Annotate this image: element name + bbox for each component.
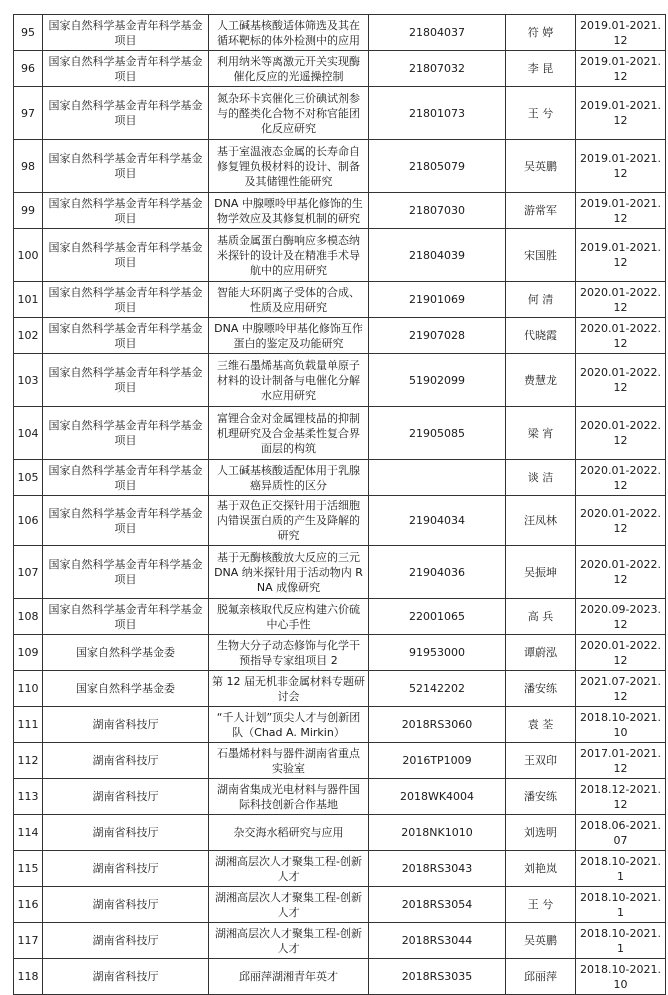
row-number: 112 [14, 743, 43, 779]
row-number: 114 [14, 815, 43, 851]
project-title: 基于无酶核酸放大反应的三元 DNA 纳米探针用于活动物内 RNA 成像研究 [209, 546, 369, 599]
grant-id: 21807032 [369, 51, 506, 87]
grant-id: 21805079 [369, 140, 506, 193]
project-title: DNA 中腺嘌呤甲基化修饰互作蛋白的鉴定及功能研究 [209, 318, 369, 354]
table-row [14, 318, 666, 354]
principal-investigator: 汪凤林 [506, 496, 576, 546]
table-row [14, 887, 666, 923]
project-period: 2020.01-2022.12 [576, 407, 666, 460]
principal-investigator: 李 昆 [506, 51, 576, 87]
grant-table-container [13, 14, 666, 995]
row-number: 118 [14, 959, 43, 995]
project-period: 2018.12-2021.12 [576, 779, 666, 815]
table-row [14, 15, 666, 51]
grant-id: 2018RS3044 [369, 923, 506, 959]
table-row [14, 229, 666, 282]
row-number: 106 [14, 496, 43, 546]
row-number: 113 [14, 779, 43, 815]
funding-source: 湖南省科技厅 [43, 887, 209, 923]
principal-investigator: 王 兮 [506, 87, 576, 140]
grant-id: 2018RS3035 [369, 959, 506, 995]
project-period: 2019.01-2021.12 [576, 229, 666, 282]
project-title: 基于室温液态金属的长寿命自修复锂负极材料的设计、制备及其储锂性能研究 [209, 140, 369, 193]
grant-id: 21801073 [369, 87, 506, 140]
principal-investigator: 代晓霞 [506, 318, 576, 354]
funding-source: 湖南省科技厅 [43, 743, 209, 779]
row-number: 95 [14, 15, 43, 51]
funding-source: 国家自然科学基金青年科学基金项目 [43, 599, 209, 635]
principal-investigator: 王双印 [506, 743, 576, 779]
funding-source: 湖南省科技厅 [43, 923, 209, 959]
table-row [14, 51, 666, 87]
principal-investigator: 邱丽萍 [506, 959, 576, 995]
grant-id: 21904036 [369, 546, 506, 599]
principal-investigator: 王 兮 [506, 887, 576, 923]
project-period: 2018.10-2021.1 [576, 887, 666, 923]
funding-source: 国家自然科学基金青年科学基金项目 [43, 318, 209, 354]
project-title: 脱氟亲核取代反应构建六价硫中心手性 [209, 599, 369, 635]
table-row [14, 546, 666, 599]
table-row [14, 193, 666, 229]
funding-source: 国家自然科学基金青年科学基金项目 [43, 229, 209, 282]
funding-source: 湖南省科技厅 [43, 851, 209, 887]
principal-investigator: 吴英鹏 [506, 140, 576, 193]
project-period: 2020.01-2022.12 [576, 460, 666, 496]
grant-id: 2018RS3043 [369, 851, 506, 887]
project-title: 基质金属蛋白酶响应多模态纳米探针的设计及在精准手术导航中的应用研究 [209, 229, 369, 282]
table-row [14, 923, 666, 959]
principal-investigator: 梁 宵 [506, 407, 576, 460]
table-row [14, 496, 666, 546]
project-title: 邱丽萍湖湘青年英才 [209, 959, 369, 995]
table-row [14, 87, 666, 140]
grant-id: 21804037 [369, 15, 506, 51]
project-period: 2020.01-2022.12 [576, 635, 666, 671]
funding-source: 国家自然科学基金青年科学基金项目 [43, 282, 209, 318]
principal-investigator: 袁 荃 [506, 707, 576, 743]
row-number: 105 [14, 460, 43, 496]
project-title: 基于双色正交探针用于活细胞内错误蛋白质的产生及降解的研究 [209, 496, 369, 546]
row-number: 108 [14, 599, 43, 635]
funding-source: 国家自然科学基金青年科学基金项目 [43, 546, 209, 599]
grant-id: 2016TP1009 [369, 743, 506, 779]
principal-investigator: 吴英鹏 [506, 923, 576, 959]
principal-investigator: 吴振坤 [506, 546, 576, 599]
project-period: 2019.01-2021.12 [576, 87, 666, 140]
project-period: 2020.01-2022.12 [576, 282, 666, 318]
row-number: 103 [14, 354, 43, 407]
table-row [14, 671, 666, 707]
principal-investigator: 宋国胜 [506, 229, 576, 282]
row-number: 104 [14, 407, 43, 460]
row-number: 111 [14, 707, 43, 743]
grant-id: 21901069 [369, 282, 506, 318]
grant-id: 91953000 [369, 635, 506, 671]
grant-id: 2018RS3060 [369, 707, 506, 743]
project-period: 2018.10-2021.1 [576, 923, 666, 959]
row-number: 117 [14, 923, 43, 959]
project-title: 利用纳米等离激元开关实现酶催化反应的光遥操控制 [209, 51, 369, 87]
project-period: 2018.10-2021.10 [576, 959, 666, 995]
row-number: 100 [14, 229, 43, 282]
project-title: 石墨烯材料与器件湖南省重点实验室 [209, 743, 369, 779]
grant-id: 2018NK1010 [369, 815, 506, 851]
table-row [14, 851, 666, 887]
funding-source: 湖南省科技厅 [43, 815, 209, 851]
funding-source: 国家自然科学基金委 [43, 671, 209, 707]
table-row [14, 140, 666, 193]
funding-source: 湖南省科技厅 [43, 779, 209, 815]
project-period: 2018.10-2021.10 [576, 707, 666, 743]
principal-investigator: 高 兵 [506, 599, 576, 635]
grant-id: 52142202 [369, 671, 506, 707]
project-period: 2021.07-2021.12 [576, 671, 666, 707]
principal-investigator: 刘选明 [506, 815, 576, 851]
funding-source: 国家自然科学基金青年科学基金项目 [43, 193, 209, 229]
row-number: 107 [14, 546, 43, 599]
row-number: 96 [14, 51, 43, 87]
project-period: 2019.01-2021.12 [576, 140, 666, 193]
table-row [14, 743, 666, 779]
principal-investigator: 刘艳岚 [506, 851, 576, 887]
principal-investigator: 谈 洁 [506, 460, 576, 496]
project-title: 人工碱基核酸适体筛选及其在循环靶标的体外检测中的应用 [209, 15, 369, 51]
row-number: 102 [14, 318, 43, 354]
project-title: 杂交海水稻研究与应用 [209, 815, 369, 851]
grant-id [369, 460, 506, 496]
table-row [14, 959, 666, 995]
project-title: 湖湘高层次人才聚集工程-创新人才 [209, 887, 369, 923]
project-title: 三维石墨烯基高负载量单原子材料的设计制备与电催化分解水应用研究 [209, 354, 369, 407]
project-period: 2017.01-2021.12 [576, 743, 666, 779]
table-row [14, 354, 666, 407]
row-number: 97 [14, 87, 43, 140]
grant-id: 21907028 [369, 318, 506, 354]
grant-table [13, 14, 666, 995]
funding-source: 国家自然科学基金青年科学基金项目 [43, 140, 209, 193]
grant-id: 2018RS3054 [369, 887, 506, 923]
principal-investigator: 游常军 [506, 193, 576, 229]
grant-id: 51902099 [369, 354, 506, 407]
project-period: 2020.01-2022.12 [576, 546, 666, 599]
project-period: 2020.09-2023.12 [576, 599, 666, 635]
project-period: 2020.01-2022.12 [576, 354, 666, 407]
table-row [14, 460, 666, 496]
table-row [14, 407, 666, 460]
project-title: 生物大分子动态修饰与化学干预指导专家组项目 2 [209, 635, 369, 671]
principal-investigator: 费慧龙 [506, 354, 576, 407]
project-period: 2020.01-2022.12 [576, 318, 666, 354]
grant-table-body [14, 15, 666, 995]
grant-id: 21904034 [369, 496, 506, 546]
project-title: 湖湘高层次人才聚集工程-创新人才 [209, 851, 369, 887]
project-title: 氮杂环卡宾催化三价碘试剂参与的醛类化合物不对称官能团化反应研究 [209, 87, 369, 140]
principal-investigator: 何 清 [506, 282, 576, 318]
row-number: 99 [14, 193, 43, 229]
principal-investigator: 潘安练 [506, 671, 576, 707]
row-number: 98 [14, 140, 43, 193]
funding-source: 国家自然科学基金青年科学基金项目 [43, 15, 209, 51]
principal-investigator: 谭蔚泓 [506, 635, 576, 671]
row-number: 110 [14, 671, 43, 707]
row-number: 115 [14, 851, 43, 887]
funding-source: 国家自然科学基金青年科学基金项目 [43, 407, 209, 460]
grant-id: 21905085 [369, 407, 506, 460]
project-title: 智能大环阴离子受体的合成、性质及应用研究 [209, 282, 369, 318]
project-period: 2018.06-2021.07 [576, 815, 666, 851]
funding-source: 国家自然科学基金青年科学基金项目 [43, 354, 209, 407]
table-row [14, 815, 666, 851]
grant-id: 2018WK4004 [369, 779, 506, 815]
grant-id: 22001065 [369, 599, 506, 635]
project-title: 湖湘高层次人才聚集工程-创新人才 [209, 923, 369, 959]
project-title: DNA 中腺嘌呤甲基化修饰的生物学效应及其修复机制的研究 [209, 193, 369, 229]
table-row [14, 635, 666, 671]
project-period: 2018.10-2021.1 [576, 851, 666, 887]
funding-source: 国家自然科学基金青年科学基金项目 [43, 51, 209, 87]
row-number: 109 [14, 635, 43, 671]
project-period: 2019.01-2021.12 [576, 193, 666, 229]
row-number: 116 [14, 887, 43, 923]
table-row [14, 779, 666, 815]
project-title: 富锂合金对金属锂枝晶的抑制机理研究及合金基柔性复合界面层的构筑 [209, 407, 369, 460]
table-row [14, 707, 666, 743]
project-period: 2019.01-2021.12 [576, 15, 666, 51]
project-title: 第 12 届无机非金属材料专题研讨会 [209, 671, 369, 707]
project-period: 2020.01-2022.12 [576, 496, 666, 546]
project-title: 人工碱基核酸适配体用于乳腺癌异质性的区分 [209, 460, 369, 496]
funding-source: 国家自然科学基金青年科学基金项目 [43, 496, 209, 546]
project-period: 2019.01-2021.12 [576, 51, 666, 87]
principal-investigator: 潘安练 [506, 779, 576, 815]
grant-id: 21807030 [369, 193, 506, 229]
principal-investigator: 符 婷 [506, 15, 576, 51]
table-row [14, 599, 666, 635]
funding-source: 国家自然科学基金青年科学基金项目 [43, 460, 209, 496]
project-title: 湖南省集成光电材料与器件国际科技创新合作基地 [209, 779, 369, 815]
project-title: “千人计划”顶尖人才与创新团队（Chad A. Mirkin） [209, 707, 369, 743]
table-row [14, 282, 666, 318]
funding-source: 湖南省科技厅 [43, 959, 209, 995]
row-number: 101 [14, 282, 43, 318]
funding-source: 国家自然科学基金委 [43, 635, 209, 671]
grant-id: 21804039 [369, 229, 506, 282]
funding-source: 国家自然科学基金青年科学基金项目 [43, 87, 209, 140]
funding-source: 湖南省科技厅 [43, 707, 209, 743]
